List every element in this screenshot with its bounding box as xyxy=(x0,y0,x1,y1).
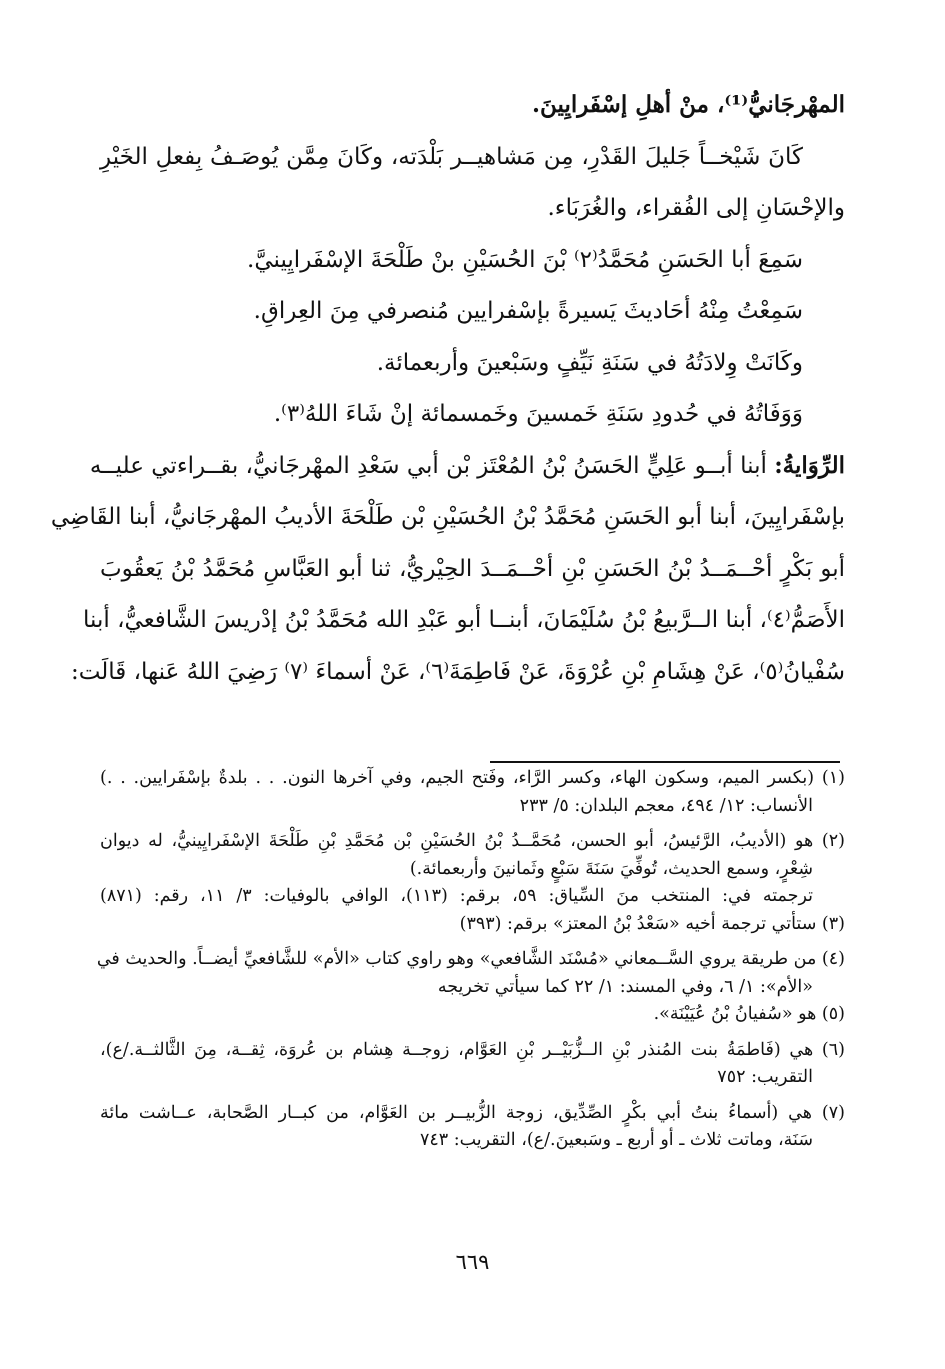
footnote-7: (٧) هي (أسماءُ بنتُ أبي بكْرٍ الصِّدِّيق، زوجة الزُّبيــر بن العَوَّام، من كبــار الصَّحابة، عــاشت مائة xyxy=(100,1102,845,1123)
riwaya-label: الرِّوَايةُ: xyxy=(774,451,845,479)
footnotes xyxy=(96,768,845,1158)
footnote-2-cont: ترجمته في: المنتخب منَ السِّياق: ٥٩، برقم: (١١٣)، الوافي بالوفيات: ٣/ ١١، رقم: (٨٧١) xyxy=(100,886,813,906)
text-line: الأَصَمُّ⁽٤⁾، أبنا الــرَّبيعُ بْنُ سُلَيْمَانَ، أبنــا أبو عَبْدِ الله مُحَمَّدُ بْنُ إدْريسَ الشَّافعيُّ، أبنا xyxy=(83,607,845,633)
riwaya-line xyxy=(89,451,845,505)
text-line: أبو بَكْرٍ أحْــمَــدُ بْنُ الحَسَنِ بْنِ أحْــمَــدَ الحِيْريُّ، ثنا أبو العَبَّاسِ مُحَمَّدُ بْنُ يَعقُوبَ xyxy=(100,555,845,582)
riwaya-text: أبنا أبــو عَلِيٍّ الحَسَنُ بْنُ المُعْتَز بْن أبي سَعْدِ المهْرجَانيُّ، بقــراءتي عليــه xyxy=(89,452,767,479)
text-line: كَانَ شَيْخــاً جَليلَ القَدْرِ، مِن مَشاهيــر بَلْدَته، وكَانَ مِمَّن يُوصَـفُ بِفعلِ الخَيْرِ xyxy=(100,143,803,170)
text-line: بإسْفَرايِينَ، أبنا أبو الحَسَنِ مُحَمَّدُ بْنُ الحُسَيْنِ بْن طَلْحَةَ الأديبُ المهْرجَانيُّ، أبنا القَاضِي xyxy=(50,504,845,530)
footnote-6: (٦) هي (فَاطمَةُ بنت المُنذر بْنِ الــزُّبَيْــر بْنِ العَوَّام، زوجــة هِشام بن عُروَة، ثِقــة، مِنَ الثَّالثــة./ع)، xyxy=(100,1039,845,1060)
entry-heading: المهْرجَانيُّ⁽¹⁾، منْ أهلِ إسْفَرايِينَ. xyxy=(531,91,845,118)
footnote-1-cont: الأنساب: ١٢/ ٤٩٤، معجم البلدان: ٥/ ٢٣٣ xyxy=(519,795,813,816)
footnote-3: (٣) ستأتي ترجمة أخيه «سَعْدُ بْنُ المعتز» برقم: (٣٩٣) xyxy=(459,913,845,934)
page-number: ٦٦٩ xyxy=(455,1250,490,1274)
text-line: سَمِعَ أبا الحَسَنِ مُحَمَّدُ⁽٢⁾ بْنَ الحُسَيْنِ بنْ طَلْحَةَ الإسْفَرايِينيَّ. xyxy=(247,246,803,273)
footnote-1: (١) (بكسر الميم، وسكون الهاء، وكسر الرَّاء، وفَتح الجيم، وفي آخرها النون. . . بلدةٌ بإسْفَرايين. . .) xyxy=(100,768,845,788)
text-line: سَمِعْتُ مِنْهُ أحَاديثَ يَسيرةً بإسْفرايين مُنصرفي مِنَ العِراقِ. xyxy=(253,298,803,324)
footnote-5: (٥) هو «سُفيانُ بْنُ عُيَيْنَة». xyxy=(653,1004,845,1024)
text-line: والإحْسَانِ إلى الفُقراء، والغُرَبَاء. xyxy=(547,195,845,221)
footnote-separator xyxy=(490,761,840,763)
footnote-4-cont: «الأم»: ١/ ٦، وفي المسند: ١/ ٢٢ كما سيأتي تخريجه xyxy=(437,976,813,997)
footnote-6-cont: التقريب: ٧٥٢ xyxy=(717,1067,813,1087)
footnote-2-cont: شِعْرٍ، وسمع الحديث، تُوفِّيَ سَنَةَ سَبْعٍ وثَمانينَ وأربعمائة.) xyxy=(409,858,813,879)
footnote-4: (٤) من طريقة يروي السَّــمعاني «مُسْنَد الشَّافعي» وهو راوي كتاب «الأم» للشَّافعيِّ أيضــاً. والحديث في xyxy=(96,949,845,969)
footnote-7-cont: سَنَة، وماتت ثلاث ـ أو أربع ـ وسَبعينَ./ع)، التقريب: ٧٤٣ xyxy=(419,1130,813,1150)
text-line: وَوَفَاتُهُ في حُدودِ سَنَةِ خَمسينَ وخَمسمائة إنْ شَاءَ اللهُ⁽٣⁾. xyxy=(273,401,803,427)
main-text xyxy=(50,91,845,710)
footnote-2: (٢) هو (الأديبُ، الرَّئيسُ، أبو الحسن، مُحَمَّــدُ بْنُ الحُسَيْنِ بْن مُحَمَّدِ بْنِ طَلْحَةَ الإسْفَرايِينيُّ، له ديوان xyxy=(100,831,845,851)
text-line: سُفْيانُ⁽٥⁾، عَنْ هِشَامِ بْنِ عُرْوَةَ، عَنْ فَاطِمَةَ⁽٦⁾، عَنْ أسماءَ ⁽٧⁾ رَضِيَ اللهُ عَنها، قَالَت: xyxy=(70,658,845,685)
text-line: وكَانَتْ وِلادَتُهُ في سَنَةِ نَيِّفٍ وسَبْعينَ وأربعمائة. xyxy=(376,349,803,376)
